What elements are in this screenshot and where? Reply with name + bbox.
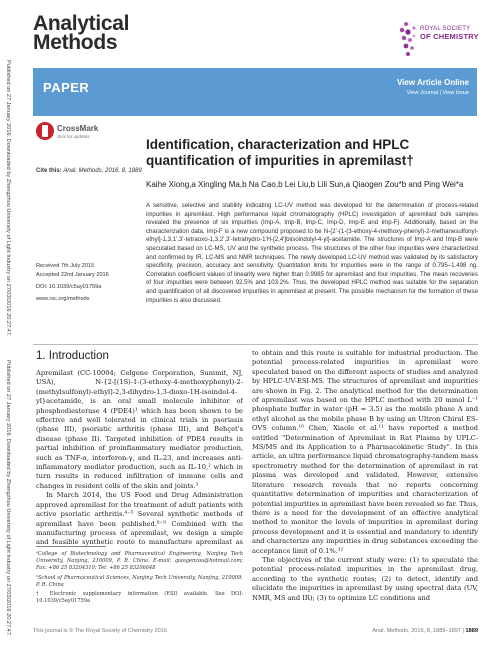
footnote-esi: † Electronic supplementary information (ESI) available. See DOI: 10.1039/c5ay01759a [36,591,243,605]
journal-title[interactable] [33,14,129,52]
body-column-right [252,349,478,614]
article-title: Identification, characterization and HPLC quantification of impurities in apremilast† [146,137,414,168]
download-notice-text: Published on 27 January 2016. Downloaded by Zhengzhou University of Light Industry on 27/03/2016 20:27:47. [5,60,11,337]
author-list: Kaihe Xiong,a Xingling Ma,b Na Cao,b Lei Liu,b Lili Sun,a Qiaogen Zou*b and Ping Wei*a [146,180,464,189]
journal-reference-text: Anal. Methods, 2016, 8, 1889–1897 | [372,628,464,634]
journal-reference [372,628,478,634]
publisher-name-chemistry: OF CHEMISTRY [420,32,479,41]
received-date: Received 7th July 2015 [36,263,95,269]
intro-paragraph-3: to obtain and this route is suitable for industrial production. The potential process-related impurities in apremilast were speculated based on the different aspects of studies and analyzed by HPLC-UV-ESI-MS. The structures of apremilast and impurities are shown in Fig. 2. The analytical method for the determination of apremilast was based on the HPLC method with 20 mmol L⁻¹ phosphate buffer in water (pH = 3.5) as the mobile phase A and ethyl alcohol as the mobile phase B by using an Ultron Chiral ES-OVS column.¹⁰ Chen, Xiaole et al.¹¹ have reported a method entitled "Determination of Apremilast in Rat Plasma by UPLC-MS/MS and its Application to a Pharmacokinetic Study". In this article, an ultra performance liquid chromatography-tandem mass spectrometry method for the determination of apremilast in rat plasma was developed and validated. However, extensive literature research reveals that no reports concerning quantitative determination of impurities and characterization of potential impurities in apremilast have been revealed so far. Thus, there is a need for the development of an effective analytical method to monitor the levels of impurities in apremilast during process development and it is essential and mandatory to identify and characterize any impurities in drug substances exceeding the acceptance limit of 0.1%.¹² [252,349,478,555]
copyright-notice: This journal is © The Royal Society of Chemistry 2016 [33,628,167,634]
citation-label: Cite this: [36,168,62,174]
article-type-label: PAPER [43,80,90,95]
journal-title-line1: Analytical [33,12,130,35]
section-heading-introduction: 1. Introduction [36,350,109,362]
publisher-name [420,26,479,42]
accepted-date: Accepted 22nd January 2016 [36,272,109,278]
footnotes [36,551,243,607]
abstract: A sensitive, selective and stability indicating LC-UV method was developed for the determination of process-related impurities in apremilast. High performance liquid chromatography (HPLC) investigation of apremilast bulk samples revealed the presence of six impurities (Imp-A, Imp-B, Imp-C, Imp-D, Imp-E and Imp-F). Additionally, based on the characterization data, Imp-F is a new compound proposed to be N-{2'-(1-(3-ethoxy-4-methoxy-phenyl)-2-methanesulfonyl-ethyl]-1,3,1',3'-tetraoxo-1,3,2',3'-tetrahydro-1'H-[2,4']biisoindolyl-4-yl}-acetamide. The structures of Imp-A and Imp-B were speculated based on LC-MS, UV and the synthetic process. The structures of the other four impurities were characterized and confirmed by IR, LC-MS and NMR techniques. The newly developed LC-UV method was validated by its satisfactory specificity, precision, accuracy and sensitivity. Quantitation limits for impurities were in the range of 0.795–1.498 ng. Correlation coefficient values of linearity were higher than 0.9985 for apremilast and four impurities. The mean recoveries of four impurities were between 92.5% and 103.2%. Thus, the developed HPLC method was suitable for the separation and quantification of all discovered impurities in apremilast at present. The possible mechanism for the formation of these impurities is also discussed. [146,202,478,304]
body-column-left [36,369,243,549]
view-article-online-link[interactable]: View Article Online [396,78,469,87]
view-journal-issue-links[interactable]: View Journal | View Issue [406,90,469,96]
article-type-banner [33,68,477,116]
crossmark-button[interactable] [36,122,99,142]
download-notice-text-repeat: Published on 27 January 2016. Downloaded by Zhengzhou University of Light Industry on 27/03/2016 20:27:47. [5,360,11,637]
footnote-divider [36,546,106,547]
footnote-affiliation-a: ᵃCollege of Biotechnology and Pharmaceutical Engineering, Nanjing Tech University, Nanjing, 210009, P. R. China. E-mail: qiaogenzou@hotmail.com; Fax: +86 25 83204310; Tel: +86 25 83206648 [36,551,243,572]
crossmark-label: CrossMark [57,124,99,133]
header-divider [33,344,478,345]
article-dates [36,262,141,304]
intro-paragraph-1: Apremilast (CC-10004; Celgene Corporation, Summit, NJ, USA), N-{2-[(1S)-1-(3-ethoxy-4-methoxyphenyl)-2-(methylsulfonyl)-ethyl]-2,3-dihydro-1,3-dioxo-1H-isoindol-4-yl}acetamide, is an oral small molecule inhibitor of phosphodiesterase 4 (PDE4)¹ which has been shown to be effective and well tolerated in clinical trials in psoriasis (phase III), psoriatic arthritis (phase III), and Behçet's disease (phase II). Targeted inhibition of PDE4 results in partial inhibition of proinflammatory mediator production, such as TNF-α, interferon-γ, and IL-23, and increases anti-inflammatory mediator production, such as IL-10,² which in turn results in reduced infiltration of immune cells and changes in resident cells of the skin and joints.³ [36,369,243,490]
doi[interactable]: DOI: 10.1039/c5ay01759a [36,284,102,290]
crossmark-sub: click for updates [57,134,90,139]
footnote-affiliation-b: ᵇSchool of Pharmaceutical Sciences, Nanjing Tech University, Nanjing, 210009, P. R. China [36,574,243,588]
intro-paragraph-4: The objectives of the current study were: (1) to speculate the potential process-related impurities in the apremilast drug, according to the synthetic routes; (2) to detect, identify and elucidate the impurities in apremilast by using spectral data (UV, NMR, MS and IR); (3) to optimize LC conditions and [252,555,478,602]
page-number: 1889 [465,628,478,634]
publisher-name-line1: ROYAL SOCIETY [420,26,471,32]
download-notice [2,60,12,637]
publisher-name-line2 [420,33,479,42]
page-footer [33,628,478,638]
journal-title-line2: Methods [33,31,118,54]
intro-paragraph-2: In March 2014, the US Food and Drug Administration approved apremilast for the treatment of adult patients with active psoriatic arthritis.⁴⁻⁵ Several synthetic methods of apremilast have been published.⁶⁻⁹ Combined with the manufacturing process of apremilast, we design a simple and feasible synthetic route to manufacture apremilast as [36,491,243,547]
crossmark-icon [36,122,54,140]
journal-url[interactable]: www.rsc.org/methods [36,296,90,302]
citation [36,168,146,174]
citation-ref: Anal. Methods, 2016, 8, 1889 [63,168,142,174]
